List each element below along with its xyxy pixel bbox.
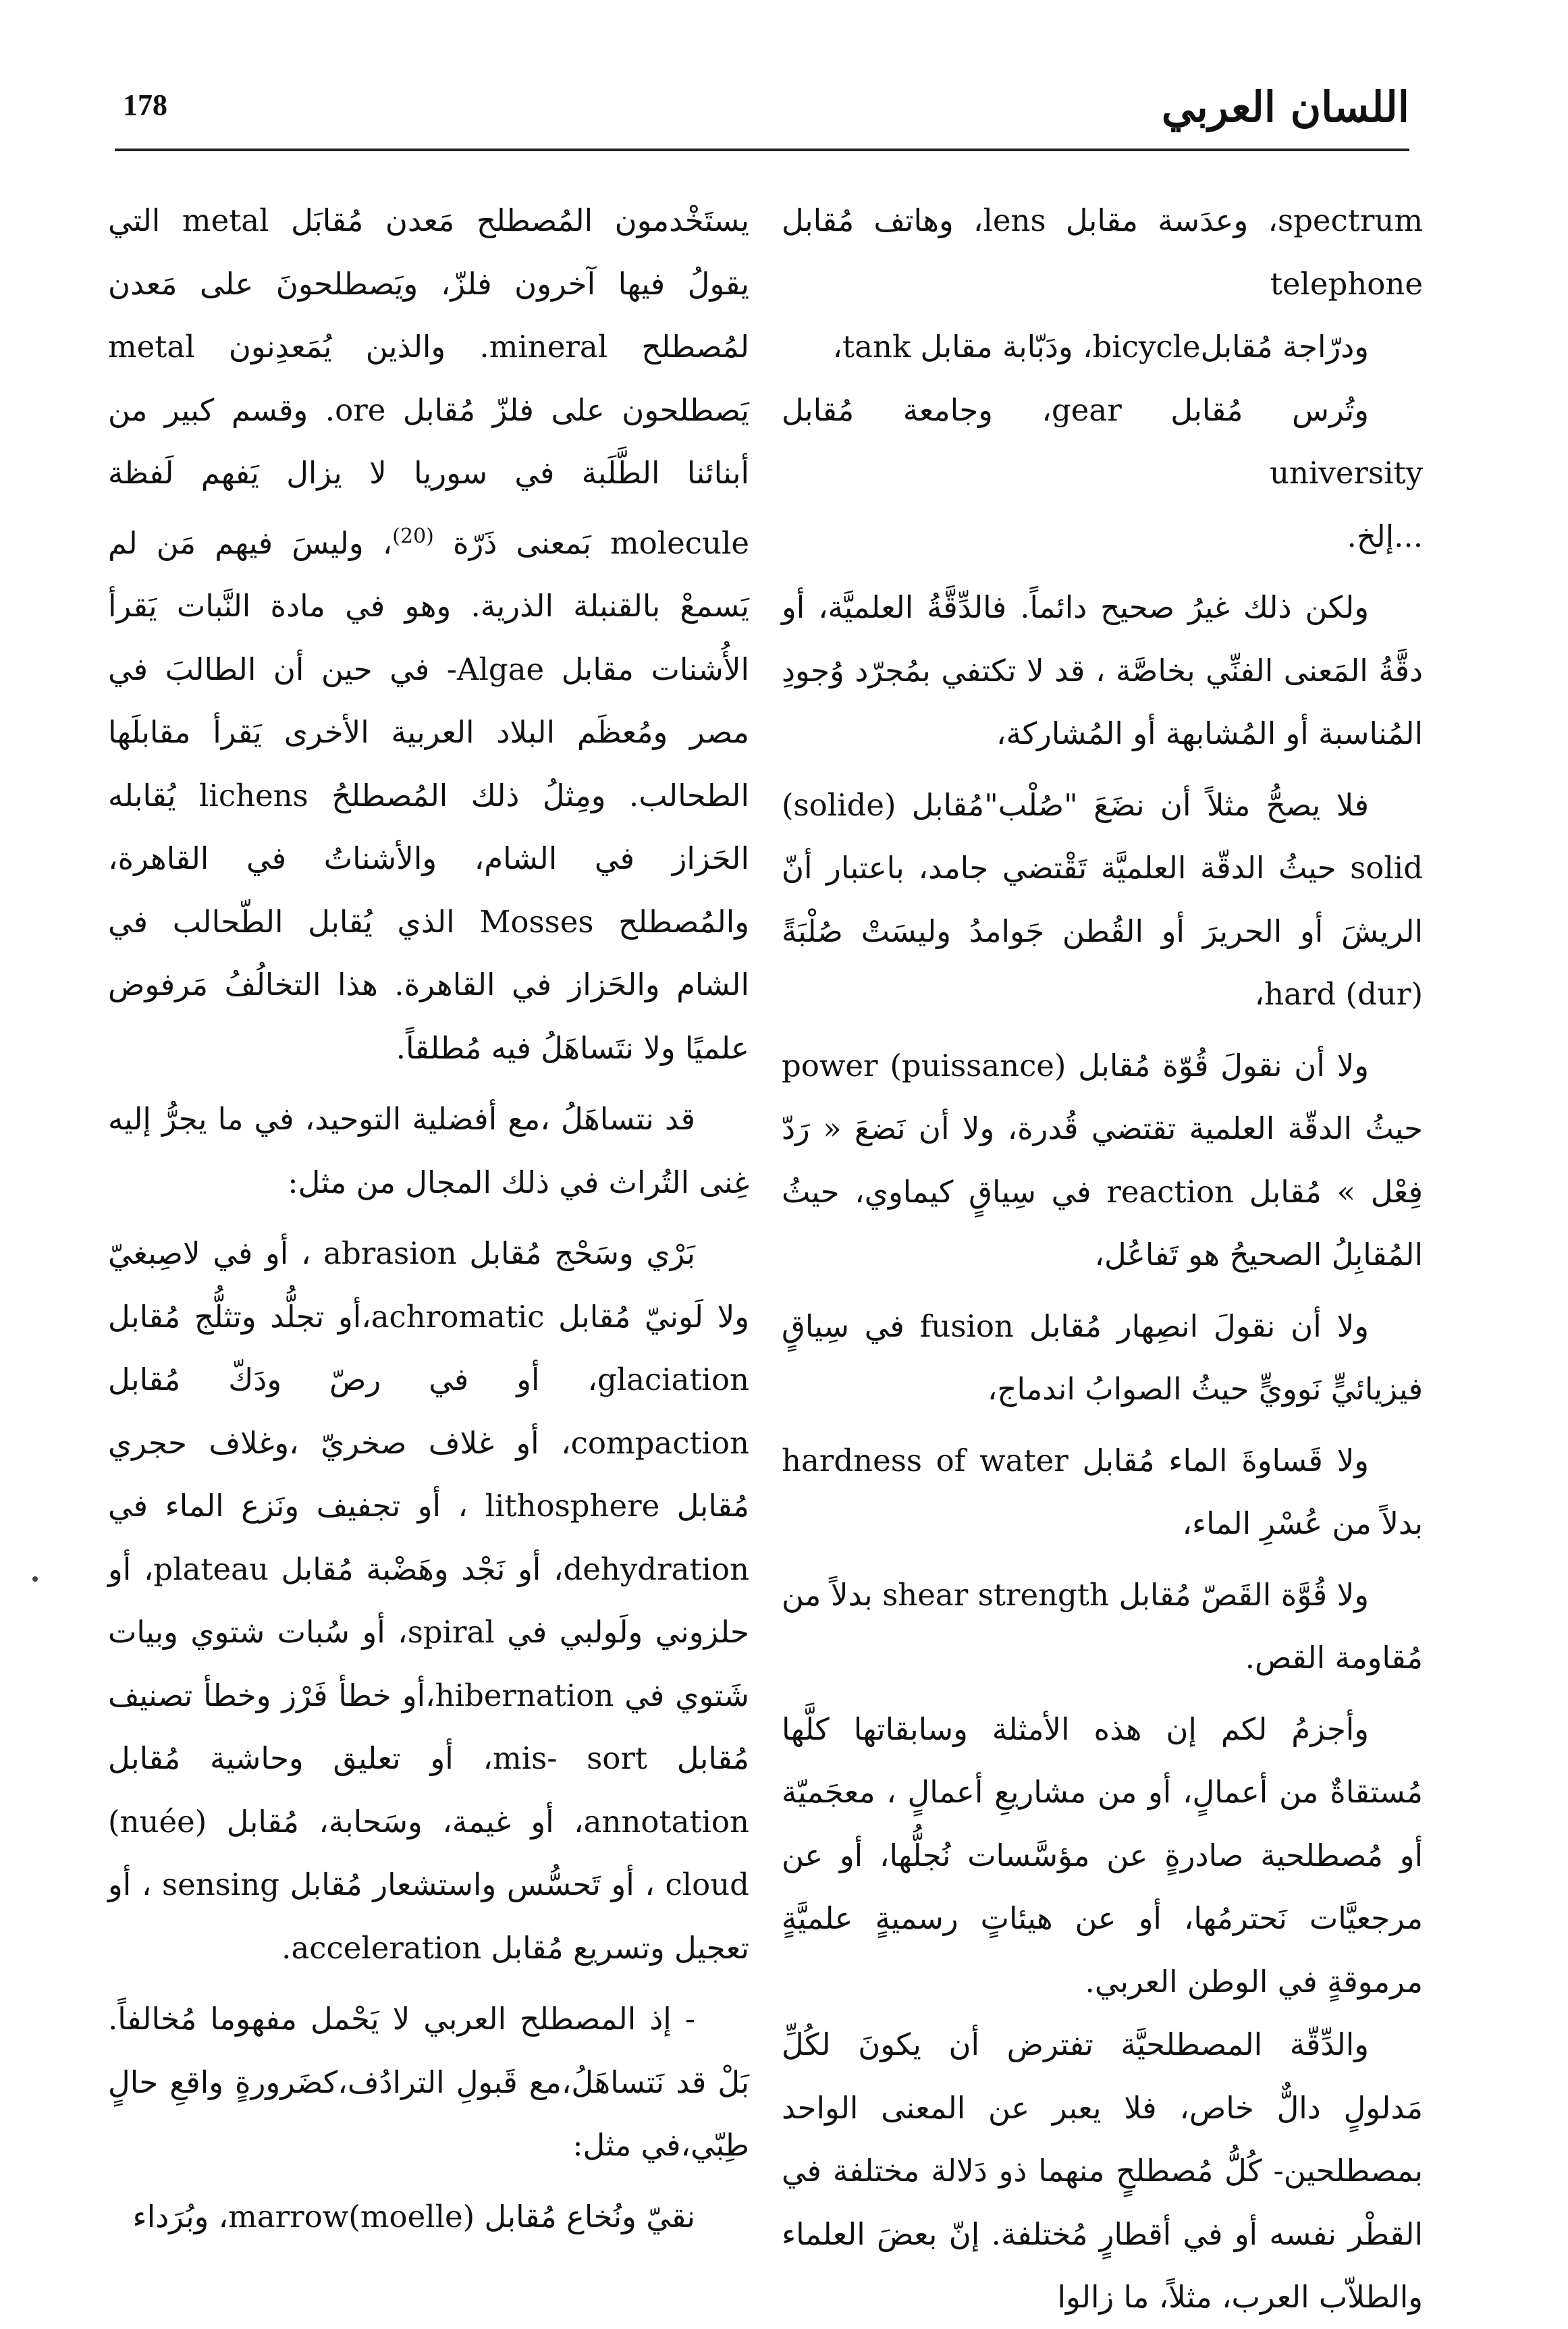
paragraph: فلا يصحُّ مثلاً أن نضَعَ "صُلْب"مُقابل (solide) solid حيثُ الدقّة العلميَّة تَقْتضي جامد، باعتبار أنّ الريشَ أو الحريرَ أو القُطن جَوامدُ وليسَتْ صُلْبَةً (dur) hard، — [782, 786, 1423, 1012]
paragraph: ولا أن نقولَ انصِهار مُقابل fusion في سِياقٍ فيزيائيٍّ نَوويٍّ حيثُ الصوابُ اندماج، — [782, 1308, 1423, 1407]
page-number: 178 — [123, 88, 167, 122]
paragraph: ودرّاجة مُقابلbicycle، ودَبّابة مقابل tank، — [832, 329, 1369, 365]
paragraph: وأجزمُ لكم إن هذه الأمثلة وسابقاتها كلَّها مُستقاةٌ من أعمالٍ، أو من مشاريعِ أعمالٍ ، معجَميّة أو مُصطلحية صادرةٍ عن مؤسَّسات نُجلُّها، أو عن مرجعيَّات نَحترمُها، أو عن هيئاتٍ رسميةٍ علميَّةٍ مرموقةٍ في الوطن العربي. — [782, 1711, 1423, 2000]
paragraph: والدِّقّة المصطلحيَّة تفترض أن يكونَ لكُلِّ مَدلولٍ دالٌّ خاص، فلا يعبر عن المعنى الواحد بمصطلحين- كُلُّ مُصطلحٍ منهما ذو دَلالة مختلفة في القطْر نفسه أو في أقطارٍ مُختلفة. إنّ بعضَ العلماء والطلاّب العرب، مثلاً، ما زالوا — [782, 2027, 1423, 2315]
paragraph: قد نتساهَلُ ،مع أفضلية التوحيد، في ما يجرُّ إليه غِنى التُراث في ذلك المجال من مثل: — [108, 1101, 749, 1200]
paragraph: ولكن ذلك غيرُ صحيح دائماً. فالدِّقَّةُ العلميَّة، أو دقَّةُ المَعنى الفنِّي بخاصَّة ، قد لا تكتفي بمُجرّد وُجودِ المُناسبة أو المُشابهة أو المُشاركة، — [782, 589, 1423, 751]
left-column — [108, 189, 749, 2248]
footnote-marker: (20) — [392, 524, 434, 548]
paragraph: spectrum، وعدَسة مقابل lens، وهاتف مُقابل telephone — [782, 203, 1424, 302]
paragraph-text: ، وليسَ فيهم مَن لم يَسمعْ بالقنبلة الذرية. وهو في مادة النَّبات يَقرأ الأُشنات مقابل Algae- في حين أن الطالبَ في مصر ومُعظَم البلاد العربية الأخرى يَقرأ مقابلَها الطحالب. ومِثلُ ذلك المُصطلحُ lichens يُقابله الحَزاز في الشام، والأشناتُ في القاهرة، والمُصطلح Mosses الذي يُقابل الطّحالب في الشام والحَزاز في القاهرة. هذا التخالُفُ مَرفوض علميًا ولا نتَساهَلُ فيه مُطلقاً. — [108, 525, 749, 1066]
paragraph: ولا قَساوةَ الماء مُقابل hardness of water بدلاً من عُسْرِ الماء، — [782, 1442, 1423, 1541]
paragraph: ولا قُوَّة القَصّ مُقابل shear strength بدلاً من مُقاومة القص. — [782, 1576, 1423, 1676]
paragraph: - إذ المصطلح العربي لا يَحْمل مفهوما مُخالفاً. بَلْ قد نَتساهَلُ،مع قَبولِ الترادُف،كضَرورةٍ واقعِ حالٍ طِبّي،في مثل: — [108, 2001, 749, 2163]
paragraph: ولا أن نقولَ قُوّة مُقابل (puissance) power حيثُ الدقّة العلمية تقتضي قُدرة، ولا أن نَضعَ « رَدّ فِعْل » مُقابل reaction في سِياقٍ كيماوي، حيثُ المُقابِلُ الصحيحُ هو تَفاعُل، — [782, 1047, 1423, 1273]
paragraph: بَرْي وسَحْج مُقابل abrasion ، أو في لاصِبغيّ ولا لَونيّ مُقابل achromatic،أو تجلُّد وتثلُّج مُقابل glaciation، أو في رصّ ودَكّ مُقابل compaction، أو غلاف صخريّ ،وغلاف حجري مُقابل lithosphere ، أو تجفيف ونَزع الماء في dehydration، أو نَجْد وهَضْبة مُقابل plateau، أو حلزوني ولَولبي في spiral، أو سُبات شتوي وبيات شَتوي في hibernation،أو خطأ فَرْز وخطأ تصنيف مُقابل mis- sort، أو تعليق وحاشية مُقابل annotation، أو غيمة، وسَحابة، مُقابل (nuée) cloud ، أو تَحسُّس واستشعار مُقابل sensing ، أو تعجيل وتسريع مُقابل acceleration. — [108, 1235, 750, 1966]
margin-speck — [32, 1576, 38, 1582]
right-column — [782, 189, 1423, 2329]
journal-name: اللسان العربي — [1161, 82, 1409, 132]
page-header — [115, 68, 1409, 151]
paragraph-text: يستَخْدمون المُصطلح مَعدن مُقابَل metal التي يقولُ فيها آخرون فلزّ، ويَصطلحونَ على مَعدن لمُصطلح mineral. والذين يُمَعدِنون metal يَصطلحون على فلزّ مُقابل ore. وقسم كبير من أبنائنا الطَّلَبة في سوريا لا يزال يَفهم لَفظة molecule بَمعنى ذَرّة — [108, 203, 750, 561]
paragraph: نقيّ ونُخاع مُقابل marrow(moelle)، وبُرَداء — [132, 2198, 695, 2234]
paragraph: ...إلخ. — [1347, 518, 1423, 554]
paragraph — [108, 189, 749, 1079]
paragraph: وتُرس مُقابل gear، وجامعة مُقابل university — [782, 392, 1423, 491]
